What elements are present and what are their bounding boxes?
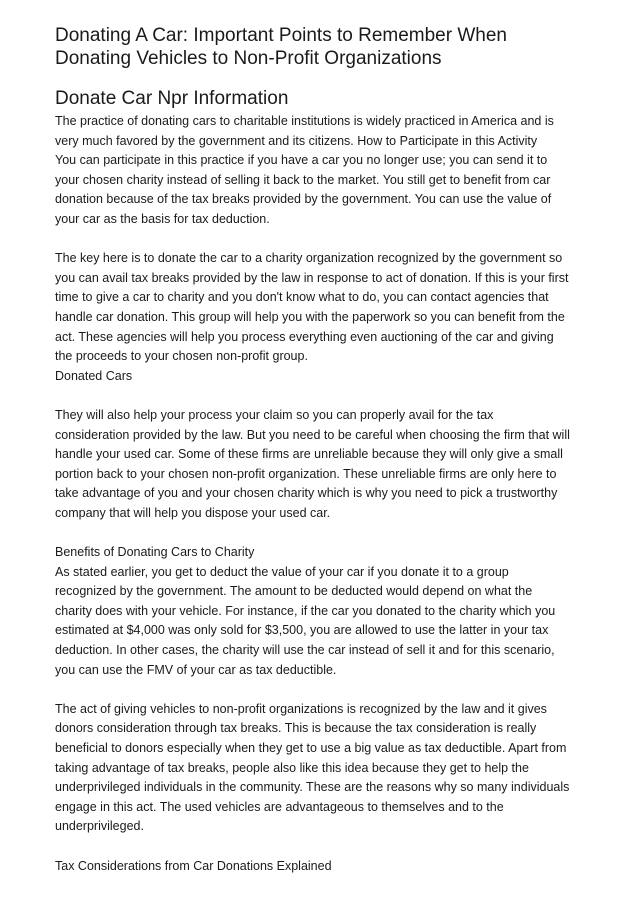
paragraph-break — [55, 837, 570, 857]
body-text-line: charity does with your vehicle. For instance, if the car you donated to the charity which you — [55, 603, 556, 618]
body-text-line: The practice of donating cars to charitable institutions is widely practiced in America and is — [55, 114, 554, 128]
body-text-line: consideration provided by the law. But you need to be careful when choosing the firm that will — [55, 427, 570, 442]
body-text-line: your car as the basis for tax deduction. — [55, 211, 270, 226]
body-text-line: take advantage of you and your chosen charity which is why you need to pick a trustworthy — [55, 486, 558, 501]
body-text-line: engage in this act. The used vehicles are advantageous to themselves and to the — [55, 799, 504, 814]
body-text-line: taking advantage of tax breaks, people also like this idea because they get to help the — [55, 760, 529, 775]
section-heading: Donate Car Npr Information — [55, 88, 289, 109]
paragraph-break — [55, 523, 570, 543]
document-title — [55, 24, 507, 70]
body-text-line: the proceeds to your chosen non-profit group. — [55, 349, 308, 364]
paragraph-break — [55, 386, 570, 406]
body-text-line: handle car donation. This group will help you with the paperwork so you can benefit from the — [55, 309, 565, 324]
body-text-line: You can participate in this practice if you have a car you no longer use; you can send it to — [55, 153, 548, 168]
body-text-line: The key here is to donate the car to a charity organization recognized by the government so — [55, 251, 563, 266]
document-body — [55, 112, 570, 876]
body-text-line: you can use the FMV of your car as tax deductible. — [55, 662, 337, 677]
paragraph-break — [55, 230, 570, 250]
body-text-line: you can avail tax breaks provided by the law in response to act of donation. If this is your first — [55, 270, 569, 285]
body-text-line: portion back to your chosen non-profit organization. These unreliable firms are only here to — [55, 466, 557, 481]
title-line: Donating Vehicles to Non-Profit Organizations — [55, 48, 442, 69]
body-text-line: estimated at $4,000 was only sold for $3,500, you are allowed to use the latter in your tax — [55, 623, 549, 638]
title-line: Donating A Car: Important Points to Remember When — [55, 25, 507, 46]
body-text-line: Tax Considerations from Car Donations Explained — [55, 858, 332, 873]
body-text-line: As stated earlier, you get to deduct the value of your car if you donate it to a group — [55, 564, 509, 579]
body-text-line: donation because of the tax breaks provided by the government. You can use the value of — [55, 192, 552, 207]
paragraph-break — [55, 680, 570, 700]
body-text-line: handle your used car. Some of these firms are unreliable because they will only give a small — [55, 447, 563, 462]
body-text-line: very much favored by the government and its citizens. How to Participate in this Activity — [55, 133, 538, 148]
body-text-line: The act of giving vehicles to non-profit organizations is recognized by the law and it gives — [55, 701, 547, 716]
body-text-line: They will also help your process your claim so you can properly avail for the tax — [55, 407, 494, 422]
body-text-line: beneficial to donors especially when they get to use a big value as tax deductible. Apart from — [55, 741, 567, 755]
body-text-line: underprivileged. — [55, 819, 144, 834]
body-text-line: recognized by the government. The amount to be deducted would depend on what the — [55, 584, 533, 599]
body-text-line: donors consideration through tax breaks. This is because the tax consideration is really — [55, 721, 537, 736]
body-text-line: time to give a car to charity and you don't know what to do, you can contact agencies that — [55, 290, 549, 305]
body-text-line: deduction. In other cases, the charity will use the car instead of sell it and for this scenario, — [55, 643, 555, 658]
body-text-line: Benefits of Donating Cars to Charity — [55, 545, 255, 560]
body-text-line: company that will help you dispose your used car. — [55, 505, 331, 520]
body-text-line: act. These agencies will help you process everything even auctioning of the car and giving — [55, 329, 554, 344]
body-text-line: underprivileged individuals in the community. These are the reasons why so many individuals — [55, 780, 570, 795]
body-text-line: Donated Cars — [55, 368, 133, 383]
body-text-line: your chosen charity instead of selling it back to the market. You still get to benefit from car — [55, 172, 551, 187]
